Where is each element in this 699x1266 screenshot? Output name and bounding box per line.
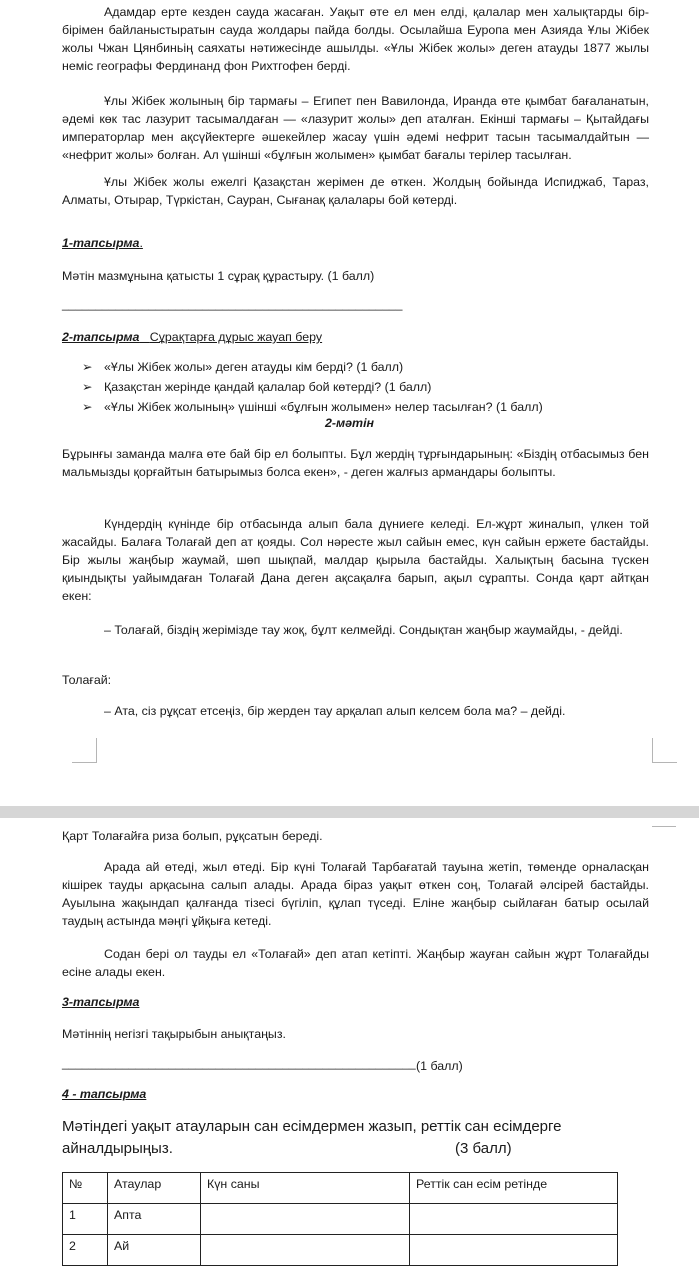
question-item: ➢ «Ұлы Жібек жолы» деген атауды кім берді? (1 балл) — [82, 357, 543, 377]
task-3-title: 3-тапсырма — [62, 995, 140, 1009]
task-3-answer-line[interactable]: _____________________________________________________ — [62, 1056, 416, 1070]
paragraph-story-1: Бұрынғы заманда малға өте бай бір ел болыпты. Бұл жердің тұрғындарының: «Біздің отбасымыз бен мальмызды қорғайтын батырымыз болса екен», - деген жалғыз армандары болыпты. — [62, 447, 649, 479]
table-cell-input[interactable] — [201, 1235, 410, 1266]
bullet-arrow-icon: ➢ — [82, 400, 93, 414]
task-1-title: 1-тапсырма. — [62, 236, 143, 250]
task-1-answer-line[interactable]: ___________________________________________________ — [62, 297, 403, 311]
text-2-heading: 2-мәтін — [324, 416, 375, 430]
task-2-questions — [82, 357, 543, 417]
paragraph-story-8: Содан бері ол тауды ел «Толағай» деп атап кетіпті. Жаңбыр жауған сайын жұрт Толағайды есіне алады екен. — [62, 947, 649, 979]
paragraph-silk-road-intro: Адамдар ерте кезден сауда жасаған. Уақыт өте ел мен елді, қалалар мен халықтарды бір-бірімен байланыстыратын сауда жолдары пайда болды. Осылайша Еуропа мен Азияда Ұлы Жібек жолы Чжан Цянбиньің саяхаты нәтижесінде ашылды. «Ұлы Жібек жолы» деген атауды 1877 жылы неміс географы Фердинанд фон Рихтгофен берді. — [62, 5, 649, 73]
task-4-score: (3 балл) — [455, 1140, 512, 1157]
table-row — [63, 1235, 618, 1266]
table-header-cell: Реттік сан есім ретінде — [410, 1173, 618, 1204]
task-3-score: (1 балл) — [416, 1059, 463, 1073]
page-corner-mark — [652, 738, 677, 763]
page-separator — [0, 806, 699, 818]
task-4-table — [62, 1172, 618, 1266]
paragraph-silk-road-kazakhstan: Ұлы Жібек жолы ежелгі Қазақстан жерімен де өткен. Жолдың бойында Испиджаб, Тараз, Алматы, Отырар, Түркістан, Сауран, Сығанақ қалалары бой көтерді. — [62, 175, 649, 207]
paragraph-story-2: Күндердің күнінде бір отбасында алып бала дүниеге келеді. Ел-жұрт жиналып, үлкен той жасайды. Балаға Толағай деп ат қояды. Сол нәресте жыл сайын емес, күн сайын ержете бастайды. Бір жылы жаңбыр жаумай, шөп шықпай, малдар қырыла бастайды. Халықтың басына түскен қиындықты уайымдаған Толағай Дана деген ақсақалға барып, ақыл сұрапты. Сонда қарт айтқан екен: — [62, 517, 649, 603]
page-corner-mark — [72, 738, 97, 763]
table-header-row — [63, 1173, 618, 1204]
table-header-cell: Атаулар — [108, 1173, 201, 1204]
table-cell-input[interactable] — [410, 1204, 618, 1235]
paragraph-silk-road-branches: Ұлы Жібек жолының бір тармағы – Египет пен Вавилонда, Иранда өте қымбат бағаланатын, әдемі көк тас лазурит тасымалдаған — «лазурит жолы» деп аталған. Екінші тармағы – Қытайдағы императорлар мен ақсүйектерге әшекейлер жасау үшін әдемі нефрит тасын тасымалдайтын — «нефрит жолы» болған. Ал үшінші «бұлғын жолымен» қымбат бағалы терілер тасылған. — [62, 94, 649, 162]
table-cell: Апта — [108, 1204, 201, 1235]
task-3-instruction: Мәтіннің негізгі тақырыбын анықтаңыз. — [62, 1027, 286, 1041]
paragraph-story-3: – Толағай, біздің жерімізде тау жоқ, бұлт келмейді. Сондықтан жаңбыр жаумайды, - дейді. — [104, 623, 623, 637]
paragraph-story-7: Арада ай өтеді, жыл өтеді. Бір күні Толағай Тарбағатай тауына жетіп, төменде орналасқан кішірек тауды арқасына салып алады. Арада біраз уақыт өткен соң, Толағай әлсірей бастайды. Ауылына жақындап қалғанда тізесі бүгіліп, құлап түседі. Еліне жаңбыр сыйлаған батыр осылай таудың астында мәңгі ұйқыға кетеді. — [62, 860, 649, 928]
table-header-cell: Күн саны — [201, 1173, 410, 1204]
table-cell: 1 — [63, 1204, 108, 1235]
task-4-title: 4 - тапсырма — [62, 1087, 147, 1101]
table-cell-input[interactable] — [201, 1204, 410, 1235]
bullet-arrow-icon: ➢ — [82, 360, 93, 374]
task-4-instruction-line-1: Мәтіндегі уақыт атауларын сан есімдермен жазып, реттік сан есімдерге — [62, 1118, 562, 1135]
question-item: ➢ «Ұлы Жібек жолының» үшінші «бұлғын жолымен» нелер тасылған? (1 балл) — [82, 397, 543, 417]
page-corner-mark — [652, 810, 676, 827]
table-cell-input[interactable] — [410, 1235, 618, 1266]
task-1-instruction: Мәтін мазмұнына қатысты 1 сұрақ құрастыру. (1 балл) — [62, 269, 375, 283]
paragraph-story-6: Қарт Толағайға риза болып, рұқсатын береді. — [62, 829, 323, 843]
bullet-arrow-icon: ➢ — [82, 380, 93, 394]
table-row — [63, 1204, 618, 1235]
task-4-instruction-line-2: айналдырыңыз. — [62, 1140, 173, 1157]
table-cell: 2 — [63, 1235, 108, 1266]
paragraph-story-5: – Ата, сіз рұқсат етсеңіз, бір жерден тау арқалап алып келсем бола ма? – дейді. — [104, 704, 566, 718]
paragraph-story-4: Толағай: — [62, 673, 112, 687]
question-item: ➢ Қазақстан жерінде қандай қалалар бой көтерді? (1 балл) — [82, 377, 543, 397]
task-2-title: 2-тапсырма Сұрақтарға дұрыс жауап беру — [62, 330, 323, 344]
table-cell: Ай — [108, 1235, 201, 1266]
table-header-cell: № — [63, 1173, 108, 1204]
